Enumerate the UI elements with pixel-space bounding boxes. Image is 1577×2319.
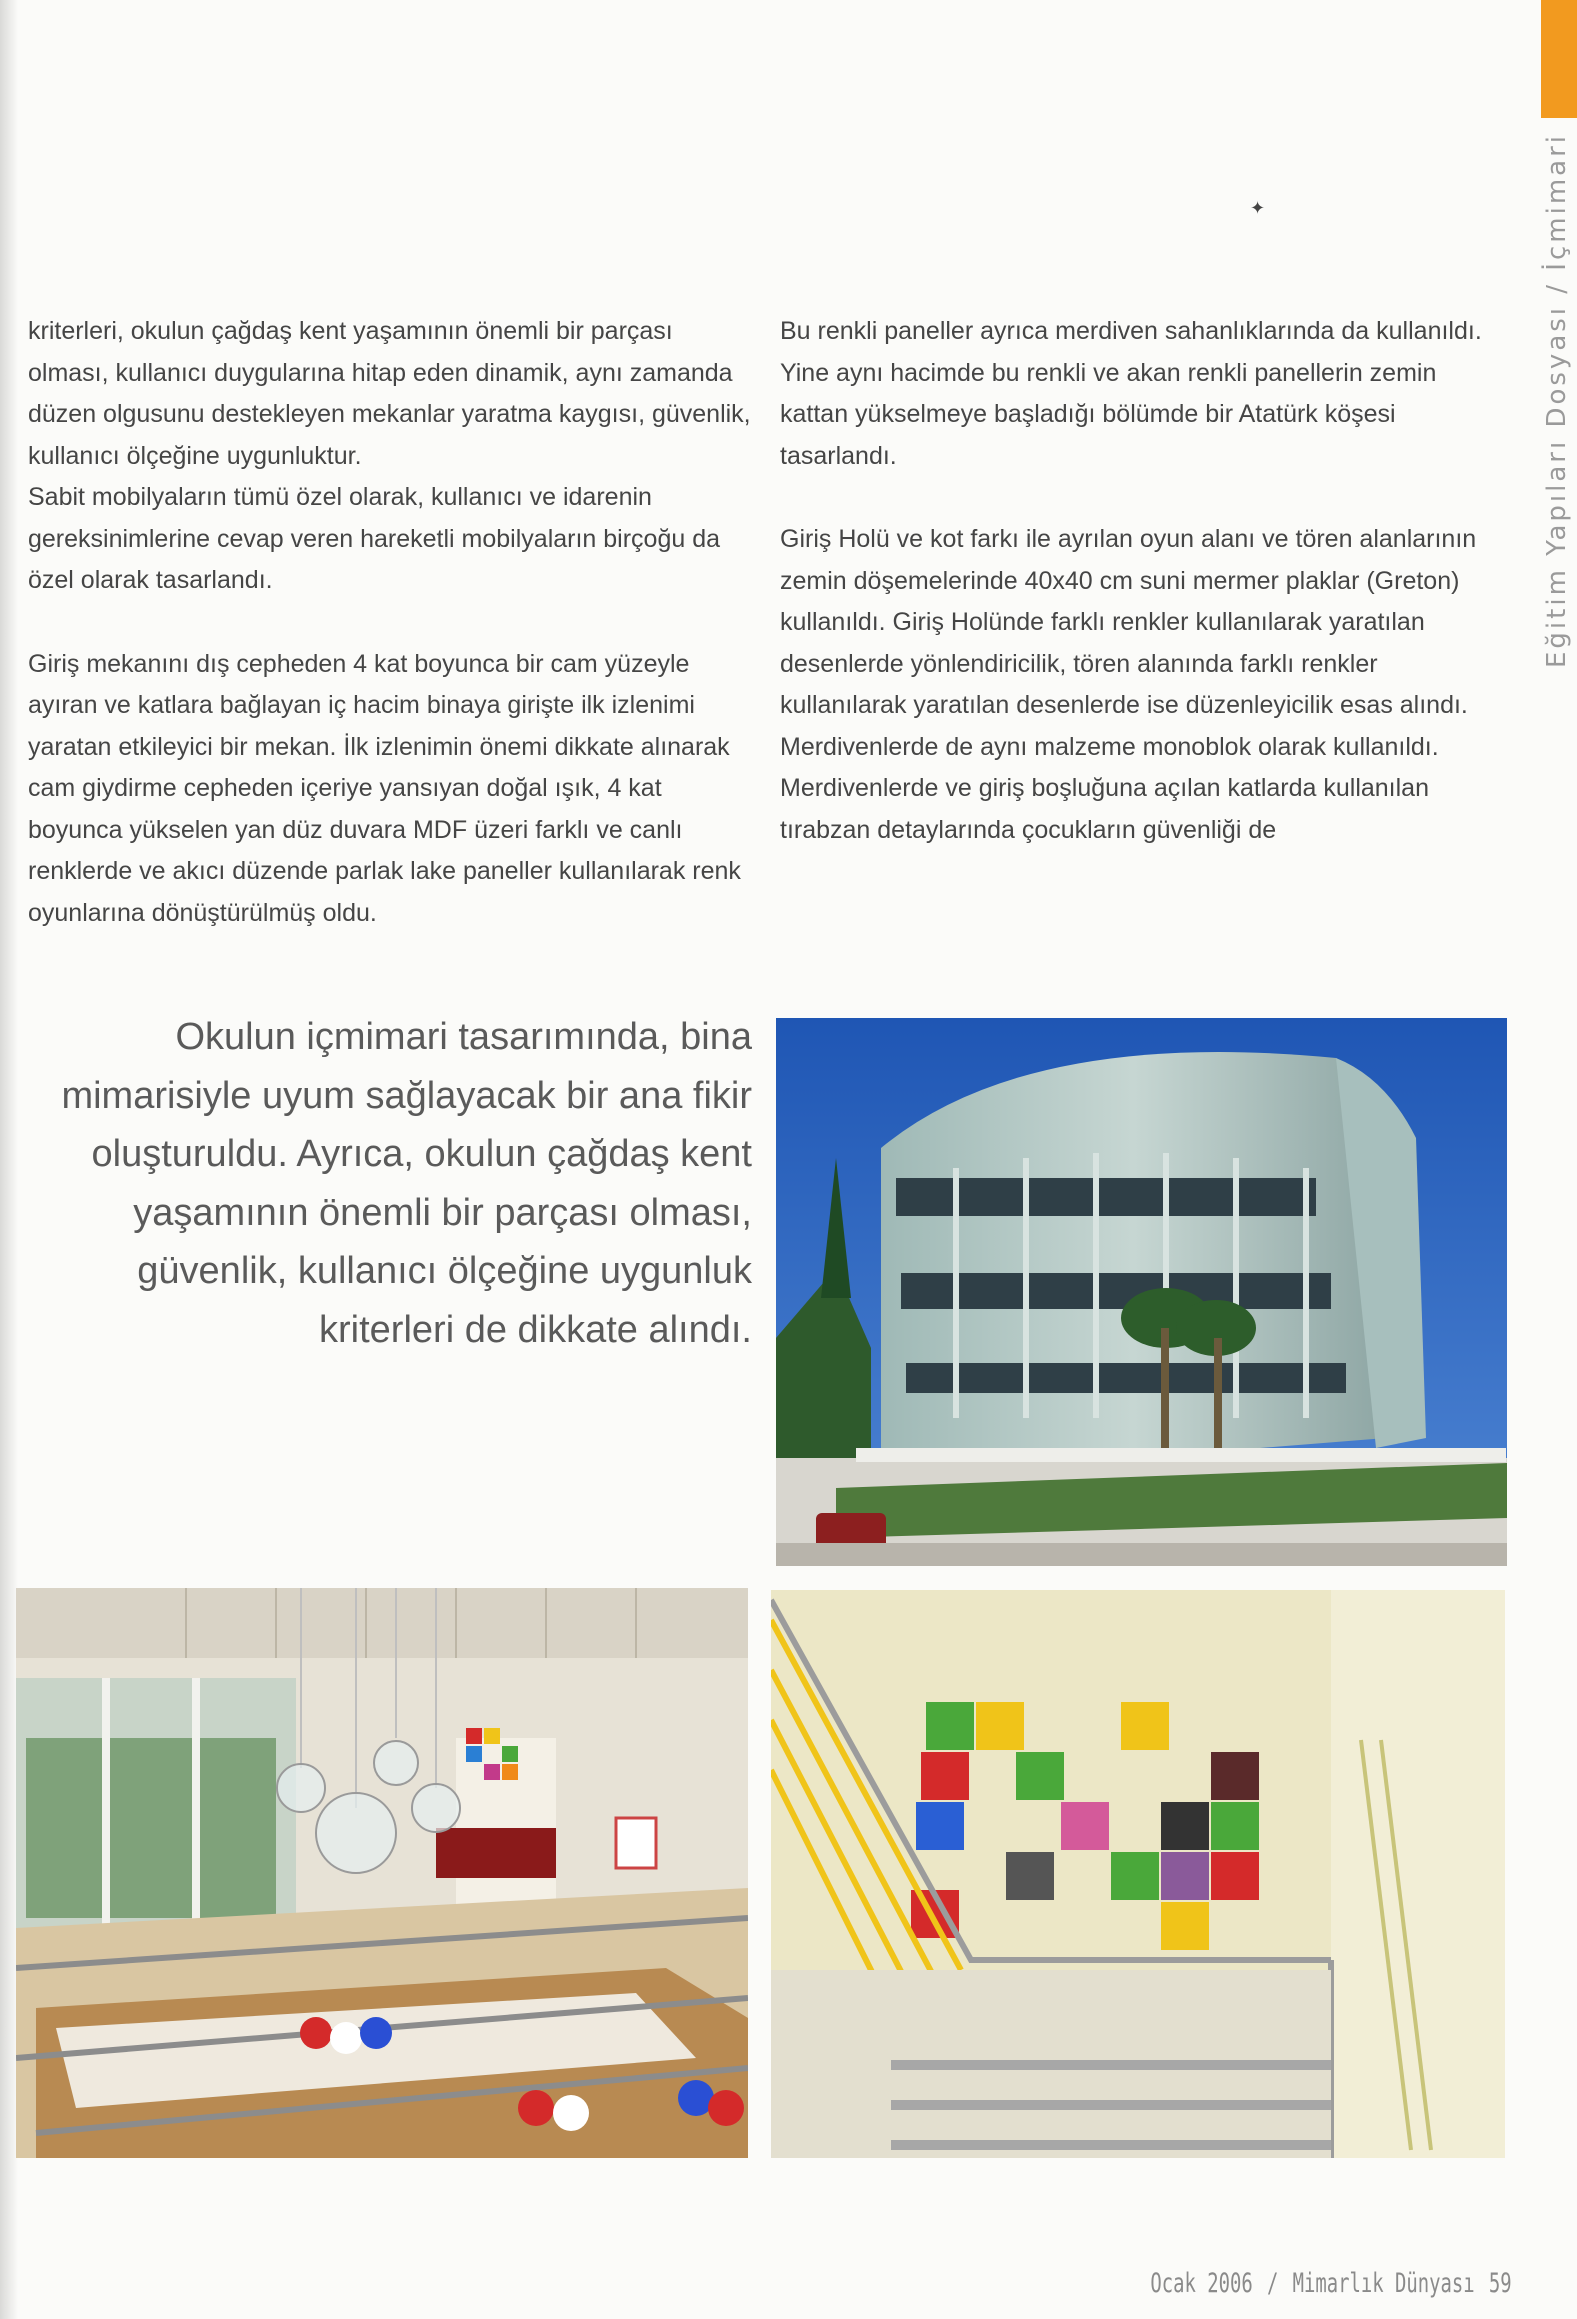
- building-exterior-photo: [776, 1018, 1507, 1566]
- page-footer: [1149, 2268, 1513, 2299]
- left-text-column: [28, 311, 758, 934]
- paragraph: Bu renkli paneller ayrıca merdiven sahanlıklarında da kullanıldı.: [780, 317, 1482, 345]
- issue-date: Ocak 2006: [1150, 2268, 1253, 2299]
- paragraph: Yine aynı hacimde bu renkli ve akan renkli panellerin zemin kattan yükselmeye başladığı bölümde bir Atatürk köşesi tasarlandı.: [780, 358, 1437, 470]
- print-speck: ✦: [1250, 198, 1266, 218]
- paragraph: Sabit mobilyaların tümü özel olarak, kullanıcı ve idarenin gereksinimlerine cevap veren hareketli mobilyaların birçoğu da özel olarak tasarlandı.: [28, 483, 721, 594]
- footer-separator: /: [1267, 2268, 1279, 2299]
- paragraph: kriterleri, okulun çağdaş kent yaşamının önemli bir parçası olması, kullanıcı duygularına hitap eden dinamik, aynı zamanda düzen olgusunu destekleyen mekanlar yaratma kaygısı, güvenlik, kullanıcı ölçeğine uygunluktur.: [28, 317, 751, 470]
- stairwell-color-panels-photo: [771, 1590, 1505, 2158]
- paragraph: Giriş mekanını dış cepheden 4 kat boyunca bir cam yüzeyle ayıran ve katlara bağlayan iç hacim binaya girişte ilk izlenimi yaratan etkileyici bir mekan. İlk izlenimin önemi dikkate alınarak cam giydirme cepheden içeriye yansıyan doğal ışık, 4 kat boyunca yükselen yan düz duvara MDF üzeri farklı ve canlı renklerde ve akıcı düzende parlak lake paneller kullanılarak renk oyunlarına dönüştürülmüş oldu.: [28, 649, 741, 927]
- atrium-lobby-photo: [16, 1588, 748, 2158]
- paragraph: Giriş Holü ve kot farkı ile ayrılan oyun alanı ve tören alanlarının zemin döşemelerinde 40x40 cm suni mermer plaklar (Greton) kullanıldı. Giriş Holünde farklı renkler kullanılarak yaratılan desenlerde yönlendiricilik, tören alanında farklı renkler kullanılarak yaratılan desenlerde ise düzenleyicilik esas alındı. Merdivenlerde de aynı malzeme monoblok olarak kullanıldı.: [780, 525, 1477, 761]
- pull-quote: Okulun içmimari tasarımında, bina mimarisiyle uyum sağlayacak bir ana fikir oluşturuldu. Ayrıca, okulun çağdaş kent yaşamının önemli bir parçası olması, güvenlik, kullanıcı ölçeğine uygunluk kriterleri de dikkate alındı.: [61, 1016, 752, 1351]
- section-color-tab: [1541, 0, 1577, 118]
- magazine-name: Mimarlık Dünyası: [1292, 2268, 1475, 2299]
- page-number: 59: [1488, 2268, 1512, 2299]
- right-text-column: [780, 311, 1510, 851]
- section-label: Eğitim Yapıları Dosyası / İçmimari: [1542, 133, 1572, 668]
- paragraph: Merdivenlerde ve giriş boşluğuna açılan katlarda kullanılan tırabzan detaylarında çocukların güvenliği de: [780, 774, 1429, 844]
